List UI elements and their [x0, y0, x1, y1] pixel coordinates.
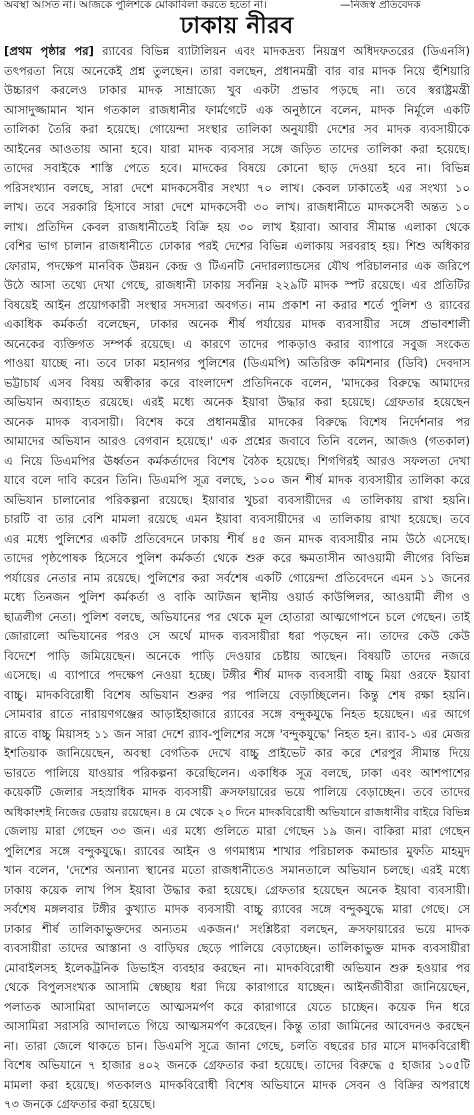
- article-line: [4, 335, 470, 355]
- article-line: [4, 920, 470, 940]
- article-line: [4, 198, 470, 218]
- article-line-text: লাখ। প্রতিদিন কেবল রাজধানীতেই বিক্রি হয় ৩০ লাখ ইয়াবা। আবার সীমান্ত এলাকা থেকে: [4, 219, 470, 234]
- article-line: [4, 452, 470, 472]
- article-line: [4, 315, 470, 335]
- article-line-text: ৭৩ জনকে গ্রেফতার করা হয়েছে।: [4, 1097, 156, 1111]
- article-line-text: অধিকাংশই নিজের ডেরায় রয়েছেন। ৪ মে থেকে ২০ দিনে মাদকবিরোধী অভিযানে রাজধানীর বাইরে বিভিন্ন: [4, 805, 470, 819]
- article-line: [4, 432, 470, 452]
- article-line: [4, 900, 470, 920]
- article-line: [4, 413, 470, 433]
- article-line-text: মামলা করা হয়েছে। গতকালও মাদকবিরোধী বিশেষ অভিযানে মাদক সেবন ও বিক্রির অপরাধে: [4, 1077, 470, 1092]
- article-line-text: যাবে বলে দাবি করেন তিনি। ডিএমপি সূত্র বলছে, ১০০ জন শীর্ষ মাদক ব্যবসায়ীর তালিকা করে: [4, 473, 470, 487]
- article-line-text: এ নিয়ে ডিএমপির ঊর্ধ্বতন কর্মকর্তাদের বিশেষ বৈঠক হয়েছে। শিগগিরই আরও সফলতা দেখা: [4, 453, 470, 468]
- article-line: [4, 120, 470, 140]
- article-line: [4, 549, 470, 569]
- article-line-text: একাধিক কর্মকর্তা বলেছেন, ঢাকার অনেক শীর্ষ পর্যায়ের মাদক ব্যবসায়ীর সঙ্গে প্রভাবশালী: [4, 317, 470, 331]
- article-line: [4, 1037, 470, 1057]
- article-line-text: ইশতিয়াক জানিয়েছেন, অবস্থা বেগতিক দেখে বাচ্চু প্রাইভেট কার করে শেরপুর সীমান্ত দিয়ে: [4, 746, 470, 760]
- previous-article-tail: অবস্থা আসত না। আজকে পুলিশকে মোকাবিলা করতে হতো না।: [4, 0, 267, 11]
- article-line-text: পরিসংখ্যান বলছে, সারা দেশে মাদকসেবীর সংখ্যা ৭০ লাখ। কেবল ঢাকাতেই এর সংখ্যা ১০: [4, 180, 470, 195]
- article-line-text: বিশেষ অভিযানে ৭ হাজার ৪০২ জনকে গ্রেফতার করা হয়েছে। তাদের বিরুদ্ধে ৫ হাজার ১০৫টি: [4, 1058, 470, 1072]
- article-line-text: তৎপরতা নিয়ে অনেকেই প্রশ্ন তুলছেন। তারা বলছেন, প্রধানমন্ত্রী বার বার মাদক নিয়ে হুঁশিয়ারি: [4, 63, 470, 78]
- article-line: [4, 1017, 470, 1037]
- article-line: [4, 881, 470, 901]
- article-line: [4, 978, 470, 998]
- article-line-text: পাওয়া যাচ্ছে না। তবে ঢাকা মহানগর পুলিশের (ডিএমপি) অতিরিক্ত কমিশনার (ডিবি) দেবদাস: [4, 356, 470, 370]
- article-line-text: তাদের পৃষ্ঠপোষক হিসেবে পুলিশ কর্মকর্তা থেকে শুরু করে ক্ষমতাসীন আওয়ামী লীগের বিভিন্ন: [4, 551, 470, 565]
- article-line-text: ব্যবসায়ীরা তাদের আস্তানা ও বাড়িঘর ছেড়ে পালিয়ে বেড়াচ্ছেন। তালিকাভুক্ত মাদক ব্যবসায়ীরা: [4, 941, 470, 955]
- article-line: [4, 276, 470, 296]
- article-line: [4, 686, 470, 706]
- article-line-text: জেলায় মারা গেছেন ৩৩ জন। এর মধ্যে গুলিতে মারা গেছেন ১৯ জন। বাকিরা মারা গেছেন: [4, 824, 470, 838]
- article-line: [4, 627, 470, 647]
- article-line-text: রাতে বাচ্চু মিয়াসহ ১১ জন সারা দেশে র‍্যাব-পুলিশের সঙ্গে 'বন্দুকযুদ্ধে' নিহত হন। র‍্যাব-১ এর মেজর: [4, 726, 470, 741]
- article-line: [4, 257, 470, 277]
- article-line-text: পলাতক আসামিরা আদালতে আত্মসমর্পণ করে কারাগারে যেতে চাচ্ছেন। কয়েক দিন ধরে: [4, 999, 470, 1014]
- article-line-text: চারটি বা তার বেশি মামলা রয়েছে এমন ইয়াবা ব্যবসায়ীদের এ তালিকায় রাখা হয়েছে। তবে: [4, 512, 470, 526]
- article-line: [4, 783, 470, 803]
- article-line-text: অনেক মাদক ব্যবসায়ী। বিশেষ করে প্রধানমন্ত্রীর মাদকের বিরুদ্ধে বিশেষ নির্দেশনার পর: [4, 414, 470, 429]
- article-line: [4, 42, 470, 62]
- article-body: [4, 42, 470, 1111]
- article-line-text: আসাদুজ্জামান খান গতকাল রাজধানীর ফার্মগেটে এক অনুষ্ঠানে বলেন, মাদক নির্মূলে একটি: [4, 102, 470, 117]
- article-line-text: অভিযান চালানোর পরিকল্পনা রয়েছে। ইয়াবার খুচরা ব্যবসায়ীদের এ তালিকায় রাখা হয়নি।: [4, 492, 470, 507]
- article-line-text: উঠে আসা তথ্যে দেখা গেছে, রাজধানী ঢাকায় সর্বনিম্ন ২২৯টি মাদক স্পট রয়েছে। এর প্রতিটির: [4, 278, 470, 292]
- article-line-text: বিষয়েই আইন প্রয়োগকারী সংস্থার সদস্যরা অবগত। নাম প্রকাশ না করার শর্তে পুলিশ ও র‍্যাবের: [4, 297, 470, 312]
- article-line-text: পর্যায়ের নেতার নাম রয়েছে। পুলিশের করা সর্বশেষ একটি গোয়েন্দা প্রতিবেদনে এমন ১১ জনের: [4, 570, 470, 585]
- article-line-text: ঢাকায় কয়েক লাখ পিস ইয়াবা উদ্ধার করা হয়েছে। গ্রেফতার হয়েছেন অনেক ইয়াবা ব্যবসায়ী।: [4, 882, 470, 897]
- article-line: [4, 1056, 470, 1076]
- article-headline: ঢাকায় নীরব: [180, 13, 294, 39]
- article-line-text: বিদেশে পাড়ি জমিয়েছেন। অনেকে পাড়ি দেওয়ার চেষ্টায় আছেন। বিষয়টি তাদের নজরে: [4, 648, 470, 663]
- article-line: [4, 764, 470, 784]
- article-line: [4, 491, 470, 511]
- article-line-text: র‍্যাবের বিভিন্ন ব্যাটালিয়ন এবং মাদকদ্রব্য নিয়ন্ত্রণ অধিদফতরের (ডিএনসি): [102, 44, 470, 58]
- article-line-text: এসেছে। এ ব্যাপারে পদক্ষেপ নেওয়া হচ্ছে। টঙ্গীর শীর্ষ মাদক ব্যবসায়ী বাচ্চু মিয়া ওরফে ইয়াবা: [4, 668, 470, 682]
- article-line-text: ফোরাম, পদক্ষেপ মানবিক উন্নয়ন কেন্দ্র ও টিএনটি নেদারল্যান্ডসের যৌথ পরিচালনার এক জরিপে: [4, 258, 470, 273]
- article-line-text: পুলিশের সঙ্গে বন্দুকযুদ্ধে। র‍্যাবের আইন ও গণমাধ্যম শাখার পরিচালক কমান্ডার মুফতি মাহমুদ: [4, 843, 470, 858]
- article-line: [4, 354, 470, 374]
- article-line-text: খান বলেন, 'দেশের অন্যান্য স্থানের মতো রাজধানীতেও সমানতালে অভিযান চলছে। এরই মধ্যে: [4, 863, 470, 877]
- article-line: [4, 959, 470, 979]
- article-line: [4, 296, 470, 316]
- article-line-text: ছাত্রলীগ নেতা। পুলিশ বলছে, অভিযানের পর থেকে মূল হোতারা আত্মগোপনে চলে গেছেন। তাই: [4, 609, 470, 624]
- article-line-text: তালিকা তৈরি করা হয়েছে। গোয়েন্দা সংস্থার তালিকা অনুযায়ী দেশের সব মাদক ব্যবসায়ীকে: [4, 122, 470, 136]
- article-line: [4, 101, 470, 121]
- article-line-text: এর মধ্যে পুলিশের একটি প্রতিবেদনে ঢাকায় শীর্ষ ৪৫ জন মাদক ব্যবসায়ীর নাম উঠে এসেছে।: [4, 531, 470, 546]
- article-line-text: না। তারা জেলে থাকতে চান। ডিএমপি সূত্রে জানা গেছে, চলতি বছরের চার মাসে মাদকবিরোধী: [4, 1038, 470, 1053]
- article-line-text: অভিযান অব্যাহত রয়েছে। এরই মধ্যে অনেক ইয়াবা উদ্ধার করা হয়েছে। গ্রেফতার হয়েছেন: [4, 395, 470, 409]
- article-line-text: ভট্টাচার্য এসব বিষয় অস্বীকার করে বাংলাদেশ প্রতিদিনকে বলেন, 'মাদকের বিরুদ্ধে আমাদের: [4, 375, 470, 390]
- article-line-text: বেশির ভাগ চালান রাজধানীতে ঢোকার পরই দেশের বিভিন্ন এলাকায় সরবরাহ হয়। শিশু অধিকার: [4, 239, 470, 253]
- article-line-text: জোরালো অভিযানের পরও সে অর্থে মাদক ব্যবসায়ীরা ধরা পড়ছেন না। তাদের কেউ কেউ: [4, 629, 470, 643]
- article-line-text: মোবাইলসহ ইলেকট্রনিক ডিভাইস ব্যবহার করছেন না। মাদকবিরোধী অভিযান শুরু হওয়ার পর: [4, 960, 470, 975]
- article-line: [4, 140, 470, 160]
- article-line: [4, 705, 470, 725]
- article-line: [4, 725, 470, 745]
- article-line: [4, 647, 470, 667]
- article-line: [4, 666, 470, 686]
- article-line-text: আমাদের অভিযান আরও বেগবান হয়েছে।' এক প্রশ্নের জবাবে তিনি বলেন, আজও (গতকাল): [4, 434, 470, 448]
- article-line: [4, 998, 470, 1018]
- article-line: [4, 179, 470, 199]
- article-line: [4, 608, 470, 628]
- article-line: [4, 588, 470, 608]
- article-line-text: থেকে বিপুলসংখ্যক আসামি স্বেচ্ছায় ধরা দিয়ে কারাগারে যাচ্ছেন। আইনজীবীরা জানিয়েছেন,: [4, 980, 470, 994]
- article-line: [4, 744, 470, 764]
- article-line: [4, 471, 470, 491]
- article-line-text: ভারতে পালিয়ে যাওয়ার পরিকল্পনা করেছিলেন। একাধিক সূত্র বলছে, ঢাকা এবং আশপাশের: [4, 765, 470, 780]
- article-line: [4, 159, 470, 179]
- article-line: [4, 842, 470, 862]
- article-line-text: তাদের সবাইকে শাস্তি পেতে হবে। মাদকের বিষয়ে কোনো ছাড় দেওয়া হবে না। বিভিন্ন: [4, 161, 470, 175]
- article-line: [4, 1095, 470, 1115]
- article-line-text: আইনের আওতায় আনা হবে। যারা মাদক ব্যবসার সঙ্গে জড়িত তাদের তালিকা করা হয়েছে।: [4, 141, 470, 156]
- article-line-text: ঢাকার শীর্ষ তালিকাভুক্তদের অন্যতম একজন।' সংশ্লিষ্টরা বলছেন, ক্রসফায়ারের ভয়ে মাদক: [4, 921, 470, 936]
- article-line-text: সোমবার রাতে নারায়ণগঞ্জের আড়াইহাজারে র‍্যাবের সঙ্গে বন্দুকযুদ্ধে নিহত হয়েছেন। এর আগে: [4, 707, 470, 721]
- article-line: [4, 939, 470, 959]
- previous-article-byline: —নিজস্ব প্রতিবেদক: [340, 0, 421, 11]
- continuation-label: [প্রথম পৃষ্ঠার পর]: [4, 44, 94, 58]
- article-line: [4, 218, 470, 238]
- article-line: [4, 81, 470, 101]
- article-line-text: অনেকের ব্যক্তিগত সম্পর্ক রয়েছে। এ কারণে তাদের পাকড়াও করার ব্যাপারে সবুজ সংকেত: [4, 336, 470, 351]
- article-line: [4, 237, 470, 257]
- article-line-text: উচ্চারণ করলেও ঢাকার মাদক সাম্রাজ্যে খুব একটা প্রভাব পড়ছে না। তবে স্বরাষ্ট্রমন্ত্রী: [4, 83, 470, 97]
- article-line: [4, 530, 470, 550]
- article-line: [4, 393, 470, 413]
- article-line: [4, 1076, 470, 1096]
- article-line: [4, 62, 470, 82]
- article-line-text: কয়েকটি জেলার সহস্রাধিক মাদক ব্যবসায়ী ক্রসফায়ারের ভয়ে পালিয়ে বেড়াচ্ছেন। তবে তাদের: [4, 785, 470, 799]
- article-line: [4, 569, 470, 589]
- article-line-text: লাখ। তবে সরকারি হিসাবে সারা দেশে মাদকসেবী ৩০ লাখ। রাজধানীতে মাদকসেবী অন্তত ১০: [4, 200, 470, 214]
- article-line-text: বাচ্চু। মাদকবিরোধী বিশেষ অভিযান শুরুর পর পালিয়ে বেড়াচ্ছিলেন। কিন্তু শেষ রক্ষা হয়নি।: [4, 687, 470, 702]
- article-line-text: আসামিরা সরাসরি আদালতে গিয়ে আত্মসমর্পণ করেছেন। কিন্তু তারা জামিনের আবেদনও করছেন: [4, 1019, 470, 1033]
- article-line: [4, 803, 470, 823]
- article-line: [4, 510, 470, 530]
- article-line: [4, 374, 470, 394]
- article-line: [4, 822, 470, 842]
- article-line-text: সর্বশেষ মঙ্গলবার টঙ্গীর কুখ্যাত মাদক ব্যবসায়ী বাচ্চু র‍্যাবের সঙ্গে বন্দুকযুদ্ধে মারা গেছে। সে: [4, 902, 470, 916]
- article-line: [4, 861, 470, 881]
- article-line-text: মধ্যে তিনজন পুলিশ কর্মকর্তা ও বাকি আটজন স্থানীয় ওয়ার্ড কাউন্সিলর, আওয়ামী লীগ ও: [4, 590, 470, 604]
